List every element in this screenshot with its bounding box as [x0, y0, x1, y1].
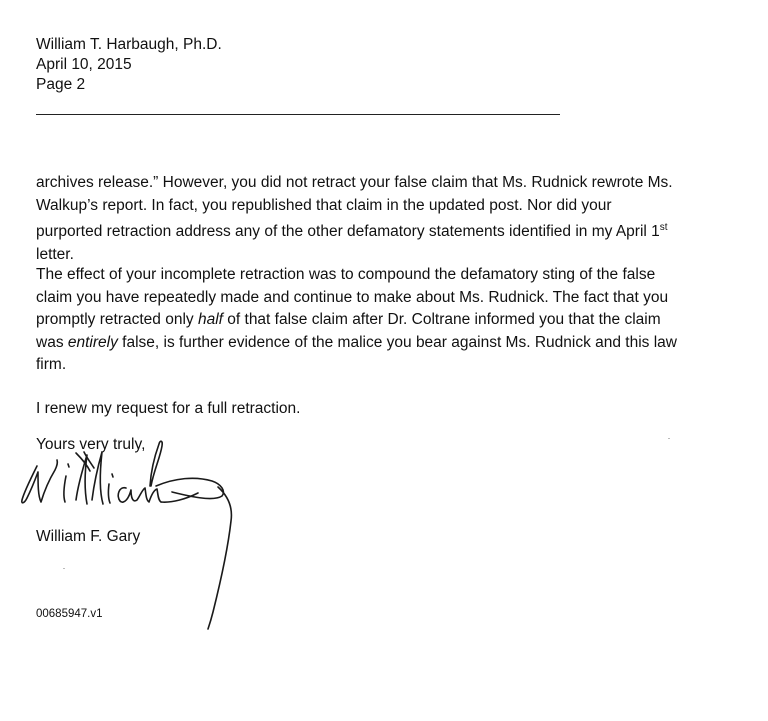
signer-name: William F. Gary: [36, 528, 141, 545]
p1-line-3: purported retraction address any of the other defamatory statements identified in my April 1: [36, 223, 660, 241]
closing-salutation: Yours very truly,: [36, 436, 146, 453]
letter-date: April 10, 2015: [36, 56, 132, 73]
p1-line-1: archives release.” However, you did not retract your false claim that Ms. Rudnick rewrote Ms.: [36, 174, 673, 191]
p2-line-3-pre: promptly retracted only: [36, 311, 198, 328]
document-id: 00685947.v1: [36, 608, 103, 620]
p2-line-3-post: of that false claim after Dr. Coltrane informed you that the claim: [222, 311, 661, 328]
scan-speck: [668, 438, 670, 439]
p1-line-4: letter.: [36, 245, 74, 263]
body-paragraph-3: I renew my request for a full retraction.: [36, 400, 301, 417]
p2-line-1: The effect of your incomplete retraction was to compound the defamatory sting of the false: [36, 266, 656, 283]
page-number: Page 2: [36, 76, 86, 93]
scan-speck: [63, 568, 65, 569]
p2-line-4-pre: was: [36, 333, 68, 351]
p2-line-4-post: false, is further evidence of the malice you bear against Ms. Rudnick and this law: [117, 333, 677, 351]
p2-line-2: claim you have repeatedly made and continue to make about Ms. Rudnick. The fact that you: [36, 288, 669, 306]
emphasis-entirely: entirely: [67, 333, 118, 351]
emphasis-half: half: [197, 311, 223, 328]
p1-line-2: Walkup’s report. In fact, you republished that claim in the updated post. Nor did your: [36, 196, 612, 214]
recipient-name: William T. Harbaugh, Ph.D.: [36, 36, 222, 53]
p2-line-5: firm.: [36, 356, 67, 373]
ordinal-suffix: st: [659, 222, 668, 233]
